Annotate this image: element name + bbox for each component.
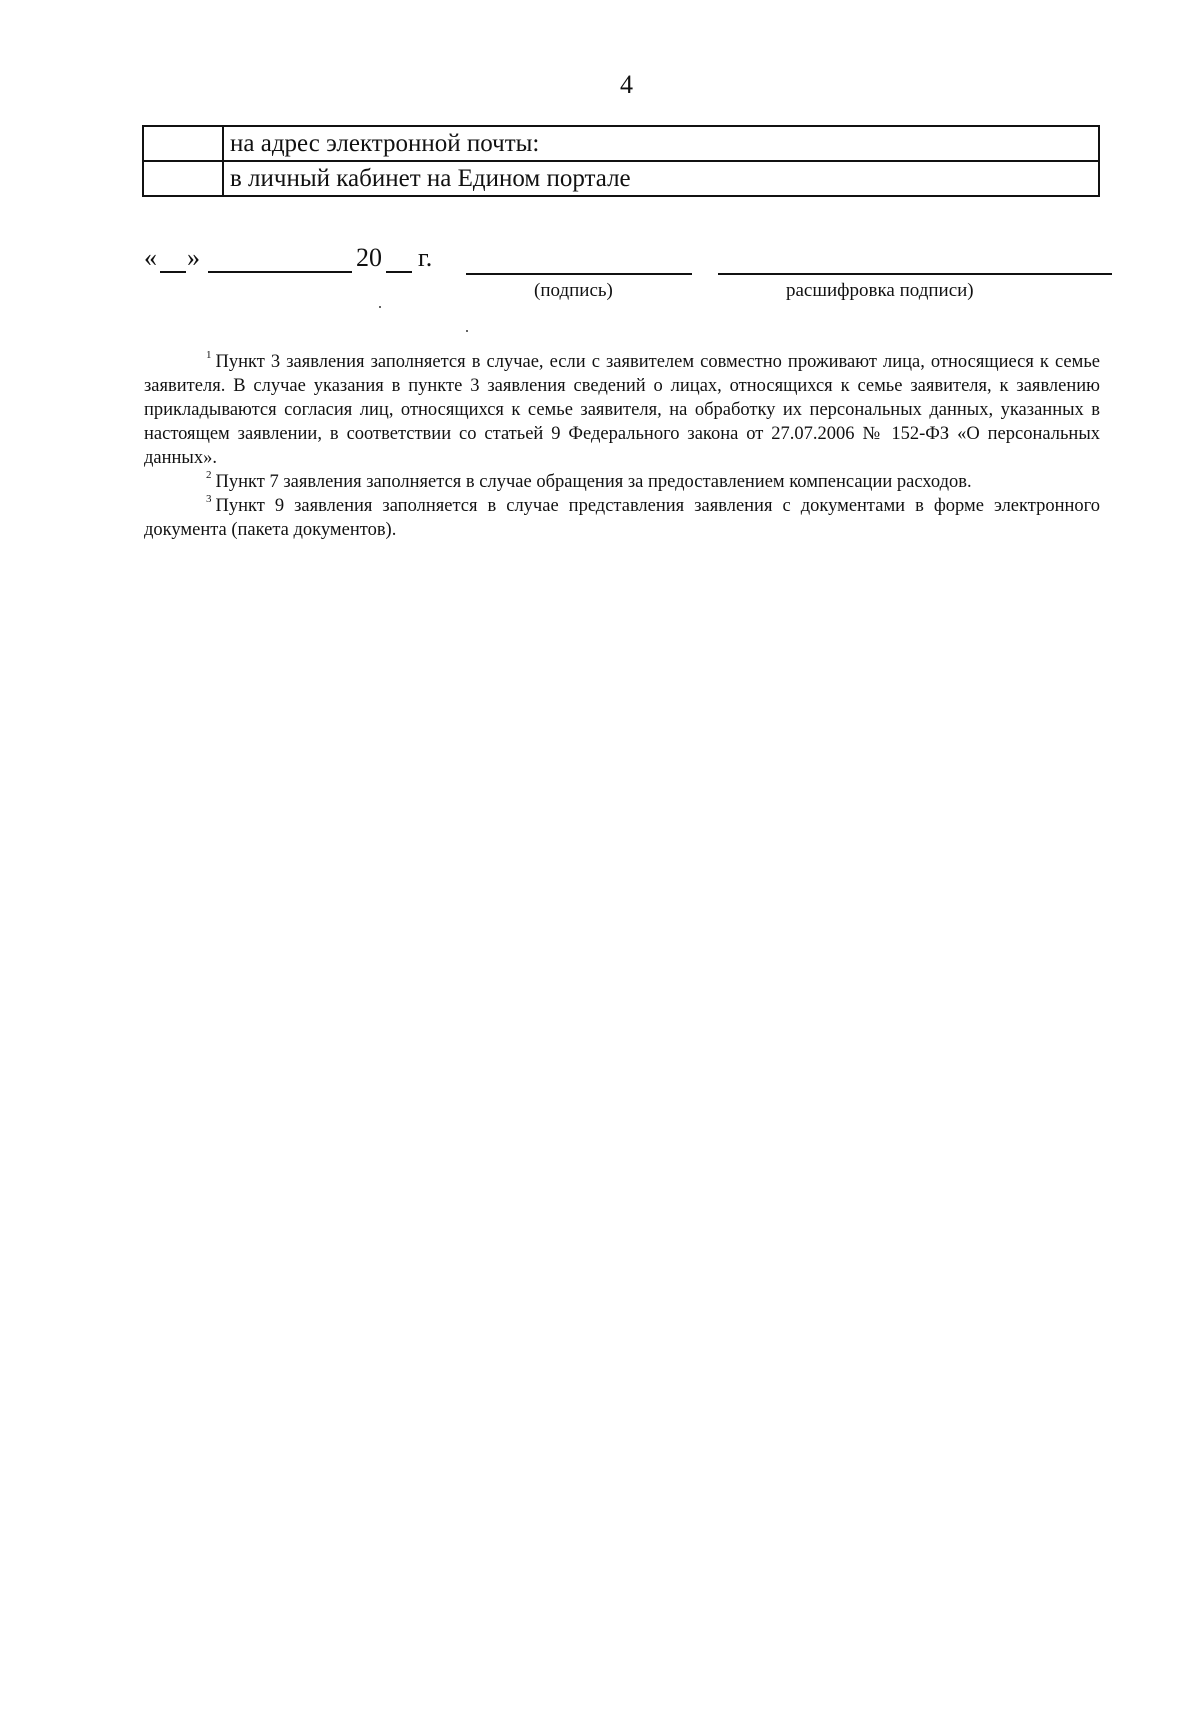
footnote-text: Пункт 9 заявления заполняется в случае представления заявления с документами в форме электронного документа (пакета документов). bbox=[144, 496, 1100, 540]
year-field[interactable] bbox=[386, 245, 412, 273]
footnote bbox=[144, 350, 1100, 470]
table-row bbox=[143, 126, 1099, 161]
day-field[interactable] bbox=[160, 245, 186, 273]
footnotes bbox=[144, 350, 1100, 542]
footnote-text: Пункт 7 заявления заполняется в случае обращения за предоставлением компенсации расходов. bbox=[215, 472, 972, 492]
footnote-mark: 3 bbox=[206, 493, 212, 505]
signature-decoding-field[interactable] bbox=[718, 245, 1112, 275]
scan-speck bbox=[466, 330, 468, 332]
date-close-quote: » bbox=[187, 243, 200, 272]
footnote-mark: 1 bbox=[206, 349, 212, 361]
portal-delivery-label: в личный кабинет на Едином портале bbox=[223, 161, 1099, 196]
footnote bbox=[144, 470, 1100, 494]
footnote-text: Пункт 3 заявления заполняется в случае, если с заявителем совместно проживают лица, относящиеся к семье заявителя. В случае указания в пункте 3 заявления сведений о лицах, относящихся к семье заявителя, к заявлению прикладываются согласия лиц, относящихся к семье заявителя, на обработку их персональных данных, указанных в настоящем заявлении, в соответствии со статьей 9 Федерального закона от 27.07.2006 № 152-ФЗ «О персональных данных». bbox=[144, 352, 1100, 468]
date-open-quote: « bbox=[144, 243, 157, 272]
footnote bbox=[144, 494, 1100, 542]
scan-speck bbox=[379, 306, 381, 308]
footnote-mark: 2 bbox=[206, 469, 212, 481]
email-delivery-checkbox-cell[interactable] bbox=[143, 126, 223, 161]
month-field[interactable] bbox=[208, 245, 352, 273]
year-suffix: г. bbox=[418, 243, 433, 272]
signature-caption: (подпись) bbox=[534, 280, 613, 301]
portal-delivery-checkbox-cell[interactable] bbox=[143, 161, 223, 196]
page-number: 4 bbox=[620, 70, 633, 99]
year-prefix: 20 bbox=[356, 243, 382, 272]
email-delivery-label: на адрес электронной почты: bbox=[223, 126, 1099, 161]
delivery-method-table bbox=[142, 125, 1100, 197]
signature-decoding-caption: расшифровка подписи) bbox=[786, 280, 974, 301]
table-row bbox=[143, 161, 1099, 196]
signature-field[interactable] bbox=[466, 245, 692, 275]
